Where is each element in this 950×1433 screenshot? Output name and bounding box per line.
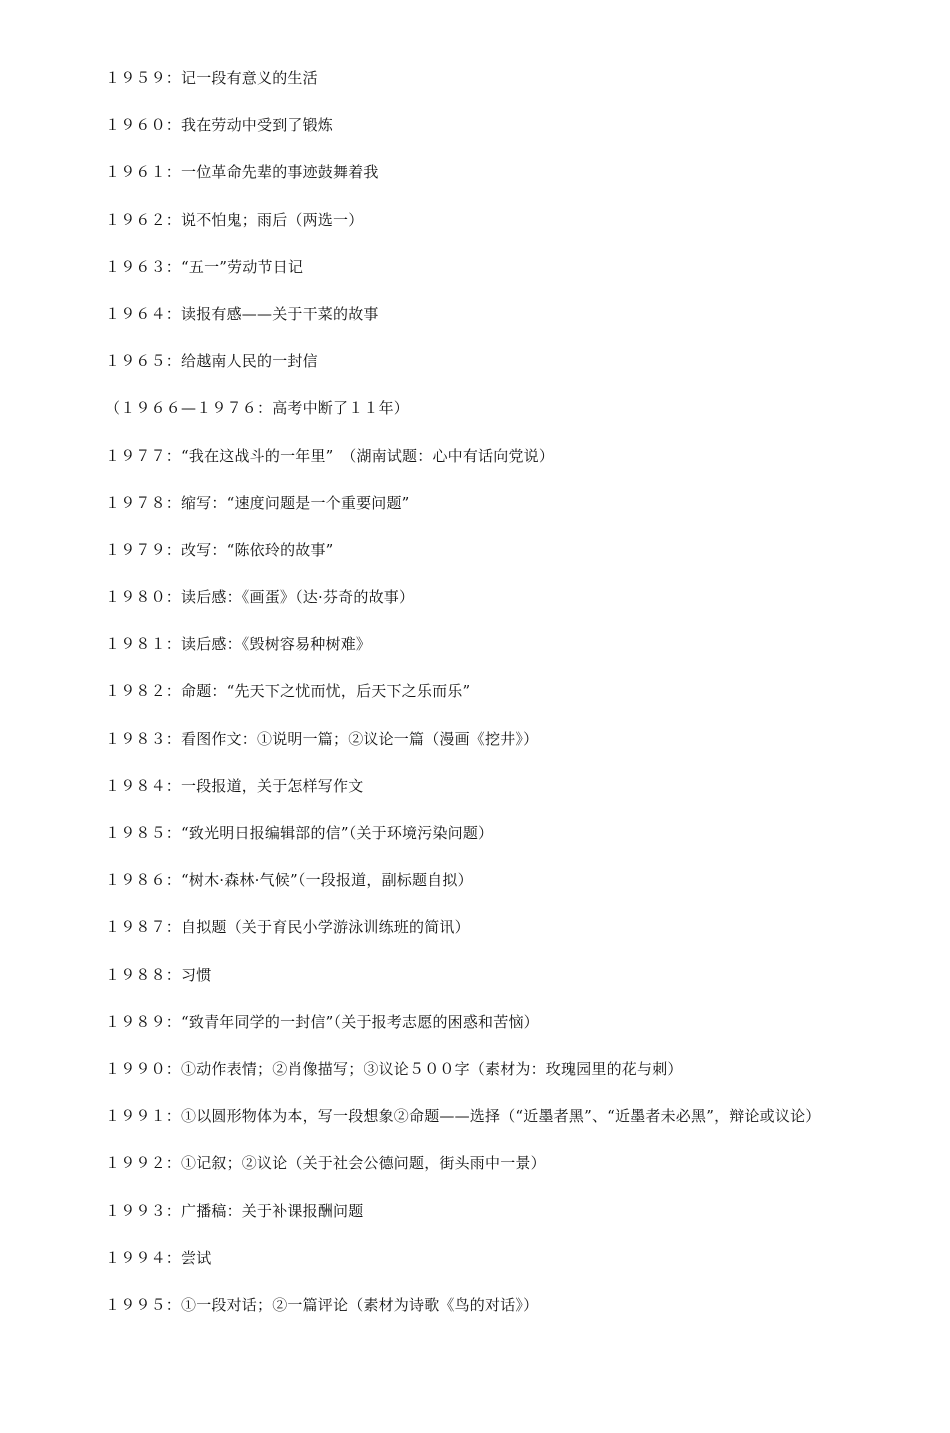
list-item: １９６３：“五一”劳动节日记 xyxy=(105,257,304,276)
list-item: １９５９：记一段有意义的生活 xyxy=(105,69,318,87)
list-item: １９６４：读报有感——关于干菜的故事 xyxy=(105,304,379,323)
list-item: １９８９：“致青年同学的一封信”（关于报考志愿的困惑和苦恼） xyxy=(105,1012,539,1031)
list-item: １９９４：尝试 xyxy=(105,1248,212,1267)
list-item: １９６２：说不怕鬼；雨后（两选一） xyxy=(105,210,364,229)
list-item: １９８７：自拟题（关于育民小学游泳训练班的简讯） xyxy=(105,918,470,937)
list-item: １９８３：看图作文：①说明一篇；②议论一篇（漫画《挖井》） xyxy=(105,729,539,748)
list-item: １９８５：“致光明日报编辑部的信”（关于环境污染问题） xyxy=(105,824,494,842)
list-item: １９７７：“我在这战斗的一年里” （湖南试题：心中有话向党说） xyxy=(105,446,555,465)
list-item: １９８４：一段报道，关于怎样写作文 xyxy=(105,776,364,795)
list-item: １９８０：读后感：《画蛋》（达·芬奇的故事） xyxy=(105,588,415,607)
list-item: （１９６６—１９７６：高考中断了１１年） xyxy=(105,399,410,418)
list-item: １９９２：①记叙；②议论（关于社会公德问题，街头雨中一景） xyxy=(105,1154,546,1173)
list-item: １９８２：命题：“先天下之忧而忧，后天下之乐而乐” xyxy=(105,682,471,701)
list-item: １９８８：习惯 xyxy=(105,965,212,984)
list-item: １９７９：改写：“陈依玲的故事” xyxy=(105,540,334,559)
list-item: １９６１：一位革命先辈的事迹鼓舞着我 xyxy=(105,163,379,182)
list-item: １９６５：给越南人民的一封信 xyxy=(105,352,318,371)
list-item: １９９３：广播稿：关于补课报酬问题 xyxy=(105,1201,364,1220)
list-item: １９８１：读后感：《毁树容易种树难》 xyxy=(105,635,372,654)
list-item: １９６０：我在劳动中受到了锻炼 xyxy=(105,116,334,135)
exam-topic-list xyxy=(105,66,820,1340)
list-item: １９９０：①动作表情；②肖像描写；③议论５００字（素材为：玫瑰园里的花与刺） xyxy=(105,1059,683,1078)
list-item: １９８６：“树木·森林·气候”（一段报道，副标题自拟） xyxy=(105,871,473,890)
list-item: １９７８：缩写：“速度问题是一个重要问题” xyxy=(105,493,410,512)
list-item: １９９５：①一段对话；②一篇评论（素材为诗歌《鸟的对话》） xyxy=(105,1295,539,1314)
list-item: １９９１：①以圆形物体为本，写一段想象②命题——选择（“近墨者黑”、“近墨者未必黑”，辩论或议论） xyxy=(105,1107,821,1126)
